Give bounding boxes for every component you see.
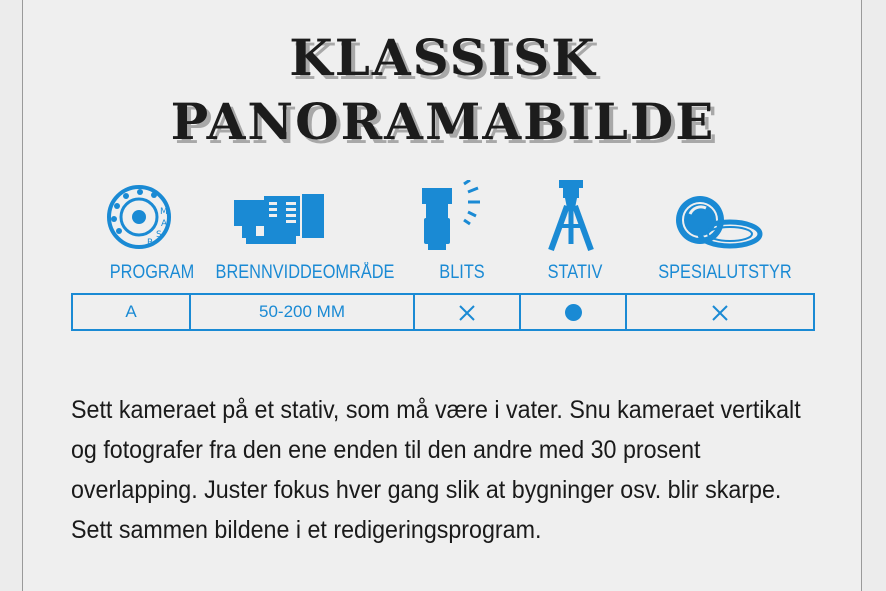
cell-special-equipment <box>626 294 814 330</box>
svg-text:P: P <box>147 238 153 248</box>
svg-text:A: A <box>161 219 168 229</box>
svg-text:S: S <box>156 230 162 240</box>
title-line-2: PANORAMABILDE <box>170 92 716 151</box>
svg-text:M: M <box>160 207 168 217</box>
flash-icon <box>412 180 502 252</box>
label-focal-range: BRENNVIDDEOMRÅDE <box>215 262 395 283</box>
label-program: PROGRAM <box>109 262 195 283</box>
label-flash: BLITS <box>439 262 485 283</box>
cross-icon <box>458 304 476 322</box>
title-line-1: KLASSISK <box>289 28 597 87</box>
dot-icon <box>565 304 582 321</box>
spec-table <box>71 293 815 331</box>
body-text: Sett kameraet på et stativ, som må være i vater. Snu kameraet vertikalt og fotografer fra den ene enden til den andre med 30 prosent overlapping. Juster fokus hver gang slik at bygninger osv. blir skarpe. Sett sammen bildene i et redigeringsprogram. <box>71 396 801 544</box>
cell-program: A <box>72 294 190 330</box>
label-tripod: STATIV <box>547 262 603 283</box>
label-special-equipment: SPESIALUTSTYR <box>658 262 792 283</box>
cell-flash <box>414 294 520 330</box>
cell-focal-range: 50-200 MM <box>190 294 414 330</box>
filter-icon <box>664 190 764 250</box>
cross-icon <box>711 304 729 322</box>
telephoto-lens-icon <box>224 190 334 250</box>
cell-tripod <box>520 294 626 330</box>
spec-row <box>72 294 814 330</box>
tripod-icon <box>531 178 611 254</box>
mode-dial-icon <box>84 182 194 252</box>
